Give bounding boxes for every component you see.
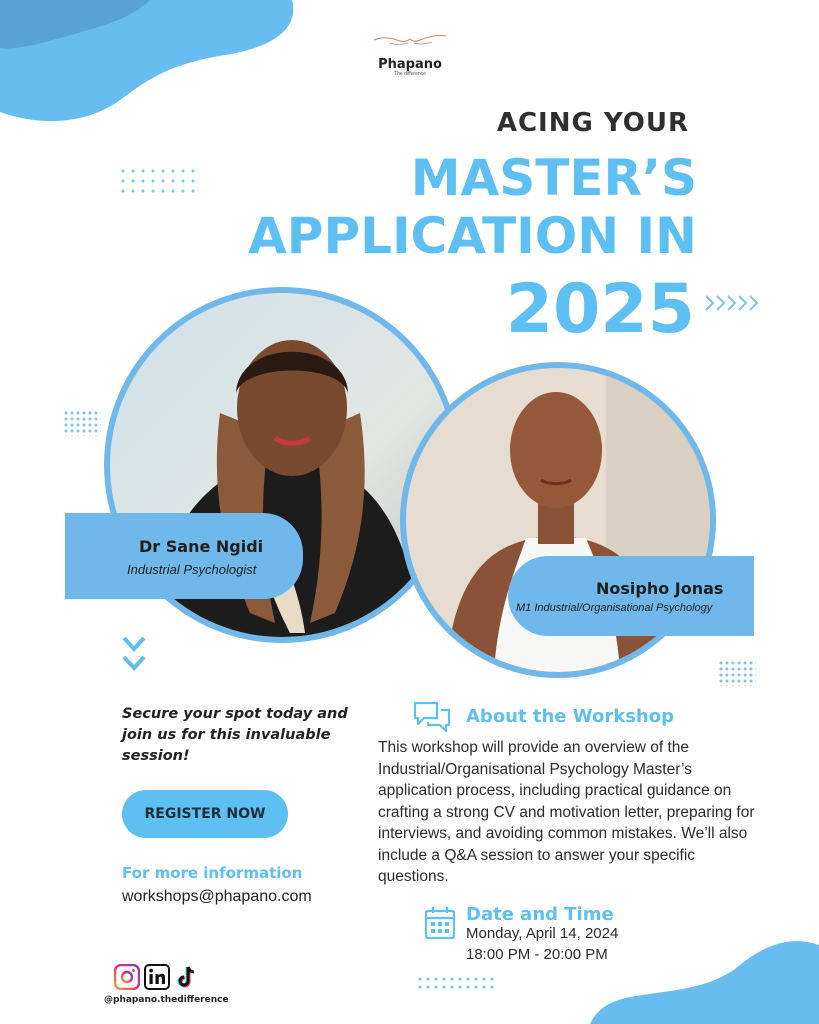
tiktok-icon[interactable] (174, 964, 200, 990)
event-time: 18:00 PM - 20:00 PM (466, 946, 608, 963)
contact-email[interactable]: workshops@phapano.com (122, 888, 312, 905)
brand-logo (362, 28, 458, 80)
dot-grid-right (718, 660, 756, 686)
linkedin-icon[interactable] (144, 964, 170, 990)
speaker-1-role: Industrial Psychologist (127, 562, 257, 577)
title-line-2: MASTER’S (410, 149, 697, 207)
speaker-2-name: Nosipho Jonas (596, 579, 724, 598)
speaker-2-tag (508, 556, 754, 636)
title-line-1: ACING YOUR (496, 108, 689, 138)
date-time-heading: Date and Time (466, 904, 614, 925)
speaker-2-role: M1 Industrial/Organisational Psychology (516, 602, 713, 614)
title-line-3: APPLICATION IN (248, 207, 697, 265)
event-date: Monday, April 14, 2024 (466, 925, 619, 942)
brand-tagline: The difference (394, 71, 426, 77)
social-icons (114, 964, 200, 990)
hands-logo-icon (370, 28, 450, 50)
speaker-1-tag (65, 513, 303, 599)
speaker-1-name: Dr Sane Ngidi (139, 537, 264, 556)
chat-bubbles-icon (412, 700, 452, 734)
register-now-button[interactable]: REGISTER NOW (122, 790, 288, 838)
brand-name: Phapano (378, 57, 442, 72)
chevrons-right-icon (704, 294, 764, 312)
chevrons-down-icon (122, 636, 146, 674)
about-heading: About the Workshop (466, 706, 674, 727)
title-year: 2025 (505, 270, 695, 349)
cta-text: Secure your spot today and join us for this invaluable session! (122, 706, 348, 764)
dot-grid-bottom (416, 975, 494, 991)
social-handle: @phapano.thedifference (104, 995, 229, 1005)
decorative-blob-bottom (590, 935, 819, 1024)
about-body: This workshop will provide an overview of the Industrial/Organisational Psychology Master’s application process, including practical guidance on crafting a strong CV and motivation letter, preparing for interviews, and avoiding common mistakes. We’ll also include a Q&A session to answer your specific questions. (378, 739, 755, 885)
instagram-icon[interactable] (114, 964, 140, 990)
contact-heading: For more information (122, 864, 303, 882)
dot-grid-top (118, 166, 198, 198)
dot-grid-left (63, 410, 101, 436)
decorative-blob-top (0, 0, 300, 125)
calendar-icon (424, 906, 456, 940)
